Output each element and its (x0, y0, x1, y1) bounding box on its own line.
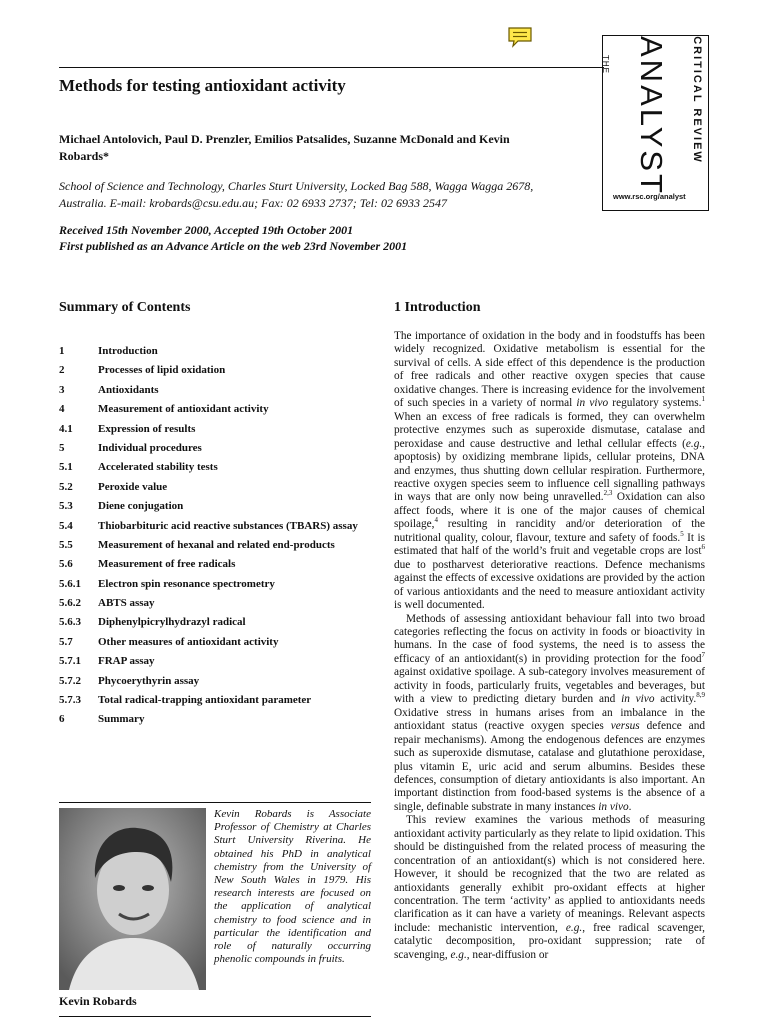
published-date: First published as an Advance Article on the web 23rd November 2001 (59, 239, 408, 253)
table-of-contents (59, 344, 371, 732)
toc-item-number: 5.7 (59, 635, 73, 648)
author-photo (59, 808, 206, 990)
received-date: Received 15th November 2000, Accepted 19th October 2001 (59, 223, 354, 237)
toc-item-number: 5.6.2 (59, 597, 81, 610)
toc-item-title: Individual procedures (98, 441, 202, 454)
toc-item-number: 5.7.2 (59, 674, 81, 687)
toc-item[interactable] (59, 712, 371, 726)
toc-item-title: Diphenylpicrylhydrazyl radical (98, 616, 246, 629)
toc-item-title: Measurement of free radicals (98, 558, 236, 571)
toc-item-number: 3 (59, 383, 65, 396)
toc-item-number: 6 (59, 713, 65, 726)
toc-item-title: Expression of results (98, 422, 196, 435)
toc-item[interactable] (59, 538, 371, 552)
toc-item-title: Diene conjugation (98, 500, 184, 513)
toc-item-title: Summary (98, 713, 145, 726)
author-photo-caption: Kevin Robards (59, 994, 137, 1008)
toc-item[interactable] (59, 674, 371, 688)
toc-item-title: Total radical-trapping antioxidant parameter (98, 694, 312, 707)
toc-item-title: Peroxide value (98, 480, 168, 493)
bio-rule-top (59, 802, 371, 803)
header-rule (59, 67, 604, 68)
toc-item-number: 2 (59, 364, 65, 377)
toc-item[interactable] (59, 363, 371, 377)
article-title: Methods for testing antioxidant activity (59, 76, 346, 95)
author-list: Michael Antolovich, Paul D. Prenzler, Emilios Patsalides, Suzanne McDonald and Kevin Robards* (59, 132, 510, 163)
toc-item-number: 5.3 (59, 500, 73, 513)
introduction-body (394, 330, 705, 962)
comment-icon[interactable] (507, 26, 533, 48)
toc-item-title: Electron spin resonance spectrometry (98, 577, 275, 590)
toc-item-title: Other measures of antioxidant activity (98, 635, 279, 648)
toc-item[interactable] (59, 615, 371, 629)
journal-the: THE (601, 55, 610, 74)
toc-item[interactable] (59, 441, 371, 455)
intro-paragraph-1: The importance of oxidation in the body and in foodstuffs has been widely recognized. Oxidative metabolism is essential for the survival of cells. A side effect of this dependence is the production of free radicals and other reactive oxygen species that cause oxidative changes. There is increasing evidence for the involvement of such species in a variety of normal in vivo regulatory systems.$^1$ When an excess of free radicals is formed, they can overwhelm protective enzymes such as superoxide dismutase, catalase and peroxidase and cause destructive and lethal cellular effects (e.g., apoptosis) by oxidizing membrane lipids, cellular proteins, DNA and enzymes, thus shutting down cellular respiration. Furthermore, reactive oxygen species seem to influence cell signalling pathways in ways that are only now being unravelled.$^{2,3}$ Oxidation can also affect foods, where it is one of the major causes of chemical spoilage,$^4$ resulting in rancidity and/or deterioration of the nutritional quality, colour, flavour, texture and safety of foods.$^5$ It is estimated that half of the world’s fruit and vegetable crops are lost$^6$ due to postharvest deteriorative reactions. Defence mechanisms against the effects of excessive oxidations are provided by the action of various antioxidants and the need to measure antioxidant activity is well documented. (394, 330, 706, 612)
toc-item[interactable] (59, 383, 371, 397)
toc-item[interactable] (59, 635, 371, 649)
toc-item-title: Measurement of antioxidant activity (98, 403, 269, 416)
intro-paragraph-2: Methods of assessing antioxidant behaviour fall into two broad categories reflecting the focus on activity in foods or bioactivity in humans. In the case of food systems, the need is to assess the efficacy of an antioxidant(s) in providing protection for the food$^7$ against oxidative spoilage. A sub-category involves measurement of activity in foods, particularly fruits, vegetables and beverages, but with a view to predicting dietary burden and in vivo activity.$^{8,9}$ Oxidative stress in humans arises from an imbalance in the antioxidant status (reactive oxygen species versus defence and repair mechanisms). Among the endogenous defences are enzymes such as superoxide dismutase, catalase and glutathione peroxidase, plus vitamin E, uric acid and serum albumins. Besides these defences, consumption of dietary antioxidants is also important. An important distinction from food-based systems is the absence of a single, definable substrate in many instances in vivo. (394, 612, 705, 813)
toc-item[interactable] (59, 577, 371, 591)
toc-item-number: 5.1 (59, 461, 73, 474)
toc-item[interactable] (59, 596, 371, 610)
toc-item[interactable] (59, 519, 371, 533)
section-heading-introduction: 1 Introduction (394, 300, 481, 315)
journal-section: CRITICAL REVIEW (690, 36, 703, 164)
toc-item-number: 5 (59, 441, 65, 454)
intro-paragraph-3: This review examines the various methods of measuring antioxidant activity particularly as they relate to lipid oxidation. This should be distinguished from the related process of measuring the concentration of an antioxidant(s) which is not considered here. However, it should be recognized that the two are related as antioxidants generally exhibit pro-oxidant effects at higher concentration. The term ‘activity’ as applied to antioxidants needs clarification as it can have a variety of meanings. Relevant aspects include: mechanistic intervention, e.g., free radical scavenger, catalytic decomposition, pro-oxidant suppression; rate of scavenging, e.g., near-diffusion or (394, 814, 706, 961)
toc-item[interactable] (59, 480, 371, 494)
author-bio: Kevin Robards is Associate Professor of Chemistry at Charles Sturt University Riverina. He obtained his PhD in analytical chemistry from the University of New South Wales in 1979. His research interests are focused on the application of analytical chemistry to food science and in particular the identification and role of naturally occurring phenolic compounds in fruits. (214, 808, 371, 966)
toc-item[interactable] (59, 557, 371, 571)
toc-item-number: 5.5 (59, 538, 73, 551)
toc-item-title: Antioxidants (98, 383, 159, 396)
toc-item-title: Phycoerythyrin assay (98, 674, 200, 687)
toc-item[interactable] (59, 344, 371, 358)
toc-item-number: 5.6.1 (59, 577, 81, 590)
toc-item-number: 4.1 (59, 422, 73, 435)
toc-item-number: 4 (59, 403, 65, 416)
toc-item-number: 5.7.3 (59, 694, 81, 707)
toc-item-title: Thiobarbituric acid reactive substances (TBARS) assay (98, 519, 358, 532)
bio-rule-bottom (59, 1016, 371, 1017)
toc-item[interactable] (59, 499, 371, 513)
publication-dates (59, 222, 579, 254)
toc-item-number: 5.6.3 (59, 616, 81, 629)
toc-item-number: 5.4 (59, 519, 73, 532)
toc-item[interactable] (59, 693, 371, 707)
toc-item[interactable] (59, 460, 371, 474)
toc-item-title: Accelerated stability tests (98, 461, 218, 474)
toc-item[interactable] (59, 402, 371, 416)
journal-name: ANALYST (633, 36, 669, 196)
toc-item-title: FRAP assay (98, 655, 155, 668)
toc-item-number: 5.2 (59, 480, 73, 493)
toc-item-title: Introduction (98, 345, 158, 357)
toc-item-number: 5.6 (59, 558, 73, 571)
journal-url[interactable]: www.rsc.org/analyst (613, 192, 686, 201)
journal-logo-box (602, 35, 709, 211)
contents-heading: Summary of Contents (59, 300, 191, 315)
toc-item-title: Processes of lipid oxidation (98, 364, 226, 377)
toc-item[interactable] (59, 654, 371, 668)
toc-item-title: ABTS assay (98, 597, 155, 610)
toc-item[interactable] (59, 422, 371, 436)
toc-item-title: Measurement of hexanal and related end-products (98, 538, 335, 551)
toc-item-number: 1 (59, 345, 65, 357)
affiliation: School of Science and Technology, Charles Sturt University, Locked Bag 588, Wagga Wagga 2678, Australia. E-mail: krobards@csu.edu.au; Fax: 02 6933 2737; Tel: 02 6933 2547 (59, 179, 534, 210)
toc-item-number: 5.7.1 (59, 655, 81, 668)
